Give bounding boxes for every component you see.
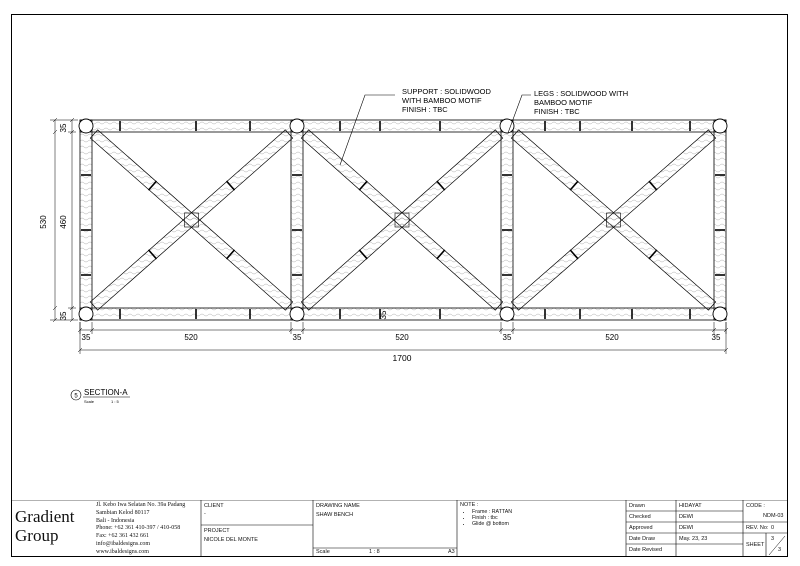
sheet-label: SHEET: [746, 542, 765, 548]
dim-bottom-2: 520: [184, 333, 198, 342]
company-name-line-2: Group: [15, 526, 59, 545]
dim-bottom-4: 520: [395, 333, 409, 342]
address-line: Jl. Kebo Iwa Selatan No. 39a Padang: [96, 502, 186, 508]
note-item: • Frame : RATTAN: [472, 509, 512, 515]
dim-bottom-7: 35: [711, 333, 721, 342]
notes-list: [460, 509, 512, 528]
brace-joint: [607, 213, 621, 227]
leg-post: [714, 120, 726, 320]
drawing-name-value: SHAW BENCH: [316, 512, 354, 518]
bench-frame: [79, 119, 727, 321]
leg-post: [80, 120, 92, 320]
approved-label: Approved: [629, 525, 653, 531]
dim-bottom-5: 35: [502, 333, 512, 342]
section-title: SECTION-A: [84, 388, 128, 397]
dim-bottom-3: 35: [292, 333, 302, 342]
sheet-total: 3: [778, 547, 782, 553]
support-callout-line-1: SUPPORT : SOLIDWOOD: [402, 87, 491, 96]
dim-bottom-6: 520: [605, 333, 619, 342]
checked-label: Checked: [629, 514, 651, 520]
leg-end-circle: [79, 307, 93, 321]
note-label: NOTE :: [460, 502, 479, 508]
scale-value: 1 : 8: [369, 549, 380, 555]
date-draw-value: May. 23, 23: [679, 536, 708, 542]
company-logo: [15, 507, 74, 545]
sheet-number: 3: [771, 536, 775, 542]
dim-top-rail: 35: [59, 123, 68, 133]
client-label: CLIENT: [204, 503, 224, 509]
client-value: -: [204, 511, 206, 517]
rev-value: 0: [771, 525, 775, 531]
leg-end-circle: [713, 307, 727, 321]
section-number: 5: [74, 393, 78, 400]
dim-bottom-rail: 35: [59, 311, 68, 321]
section-tag: [71, 388, 130, 404]
dim-bottom-1: 35: [81, 333, 91, 342]
dim-inner-height: 460: [59, 215, 68, 229]
legs-callout-line-1: LEGS : SOLIDWOOD WITH: [534, 89, 629, 98]
address-line: info@ibaldesigns.com: [96, 540, 151, 547]
leg-end-circle: [713, 119, 727, 133]
leg-end-circle: [79, 119, 93, 133]
dim-overall-width: 1700: [392, 353, 412, 363]
leg-end-circle: [290, 119, 304, 133]
section-scale-label: Scale: [84, 399, 95, 404]
support-callout-line-3: FINISH : TBC: [402, 105, 448, 114]
leg-end-circle: [290, 307, 304, 321]
address-line: Sambian Kelod 80117: [96, 509, 150, 516]
section-scale-value: 1 : 5: [111, 399, 119, 404]
address-line: www.ibaldesigns.com: [96, 548, 149, 555]
date-revised-label: Date Revised: [629, 547, 663, 553]
drawn-value: HIDAYAT: [679, 503, 702, 509]
brace-joint: [185, 213, 199, 227]
note-item: • Finish : tbc: [472, 515, 512, 521]
drawing-name-label: DRAWING NAME: [316, 503, 360, 509]
scale-label: Scale: [316, 549, 330, 555]
company-name-line-1: Gradient: [15, 507, 75, 526]
bottom-rail: [80, 308, 726, 320]
address-line: Bali - Indonesia: [96, 517, 135, 524]
project-label: PROJECT: [204, 528, 230, 534]
title-block: [11, 500, 788, 557]
legs-callout-line-3: FINISH : TBC: [534, 107, 580, 116]
leg-end-circle: [500, 119, 514, 133]
dim-overall-height: 530: [39, 215, 48, 229]
project-value: NICOLE DEL MONTE: [204, 537, 258, 543]
leg-end-circle: [500, 307, 514, 321]
rev-label: REV. No:: [746, 525, 769, 531]
approved-value: DEWI: [679, 525, 694, 531]
dim-center-mark: 35: [379, 310, 388, 320]
top-rail: [80, 120, 726, 132]
company-address: [96, 502, 185, 557]
address-line: Phone: +62 361 410-397 / 410-058: [96, 525, 181, 532]
note-item: • Glide @ bottom: [472, 521, 512, 527]
checked-value: DEWI: [679, 514, 694, 520]
date-draw-label: Date Draw: [629, 536, 655, 542]
code-label: CODE :: [746, 503, 765, 509]
drawn-label: Drawn: [629, 503, 645, 509]
address-line: Fax: +62 361 432 661: [96, 533, 150, 540]
support-callout-line-2: WITH BAMBOO MOTIF: [402, 96, 482, 105]
paper-size: A3: [448, 549, 455, 555]
leg-post: [291, 120, 303, 320]
code-value: NDM-03: [763, 513, 784, 519]
brace-joint: [395, 213, 409, 227]
legs-callout-line-2: BAMBOO MOTIF: [534, 98, 593, 107]
leg-post: [501, 120, 513, 320]
